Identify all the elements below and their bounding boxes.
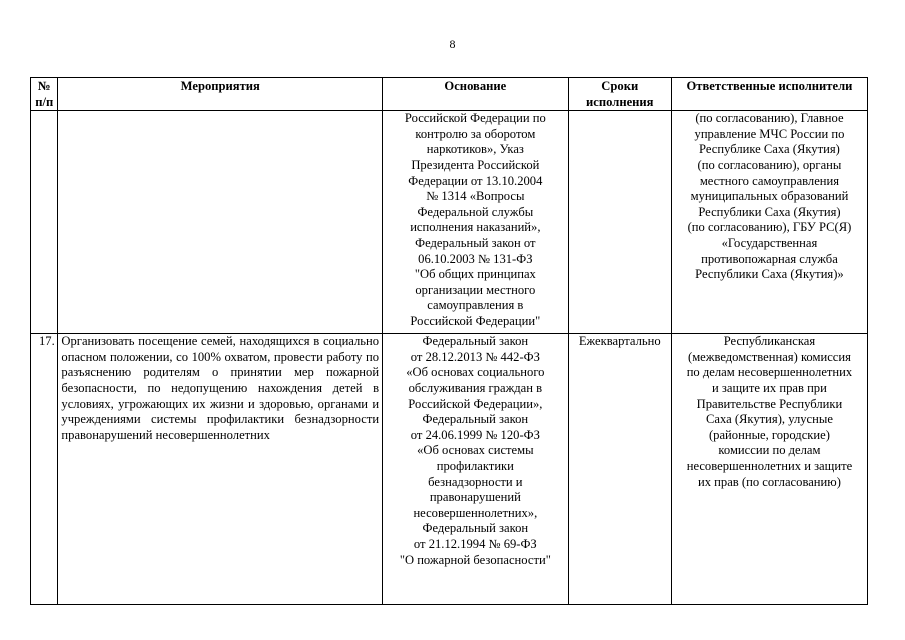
- table-header-row: [31, 78, 868, 111]
- activity-cell: Организовать посещение семей, находящихся в социально опасном положении, со 100% охватом, провести работу по разъяснению родителям о принятии мер пожарной безопасности, по недопущению нахождения детей в условиях, угрожающих их жизни и здоровью, органами и учреждениями системы профилактики безнадзорности правонарушений несовершеннолетних: [58, 334, 383, 605]
- row-number-cell: 17.: [31, 334, 58, 605]
- row-number-cell: [31, 111, 58, 334]
- table-row: [31, 111, 868, 334]
- header-terms: Сроки исполнения: [568, 78, 671, 111]
- responsible-cell: (по согласованию), Главное управление МЧС России по Республике Саха (Якутия) (по согласованию), органы местного самоуправления муниципальных образований Республики Саха (Якутия) (по согласованию), ГБУ РС(Я) «Государственная противопожарная служба Республики Саха (Якутия)»: [671, 111, 867, 334]
- header-activities: Мероприятия: [58, 78, 383, 111]
- term-cell: Ежеквартально: [568, 334, 671, 605]
- basis-cell: Федеральный закон от 28.12.2013 № 442-ФЗ «Об основах социального обслуживания граждан в Российской Федерации», Федеральный закон от 24.06.1999 № 120-ФЗ «Об основах системы профилактики безнадзорности и правонарушений несовершеннолетних», Федеральный закон от 21.12.1994 № 69-ФЗ "О пожарной безопасности": [383, 334, 569, 605]
- header-basis: Основание: [383, 78, 569, 111]
- table-row: [31, 334, 868, 605]
- term-cell: [568, 111, 671, 334]
- responsible-cell: Республиканская (межведомственная) комиссия по делам несовершеннолетних и защите их прав при Правительстве Республики Саха (Якутия), улусные (районные, городские) комиссии по делам несовершеннолетних и защите их прав (по согласованию): [671, 334, 867, 605]
- header-number: № п/п: [31, 78, 58, 111]
- measures-table: [30, 77, 868, 605]
- header-responsible: Ответственные исполнители: [671, 78, 867, 111]
- activity-cell: [58, 111, 383, 334]
- basis-cell: Российской Федерации по контролю за оборотом наркотиков», Указ Президента Российской Федерации от 13.10.2004 № 1314 «Вопросы Федеральной службы исполнения наказаний», Федеральный закон от 06.10.2003 № 131-ФЗ "Об общих принципах организации местного самоуправления в Российской Федерации": [383, 111, 569, 334]
- page-number: 8: [449, 37, 456, 51]
